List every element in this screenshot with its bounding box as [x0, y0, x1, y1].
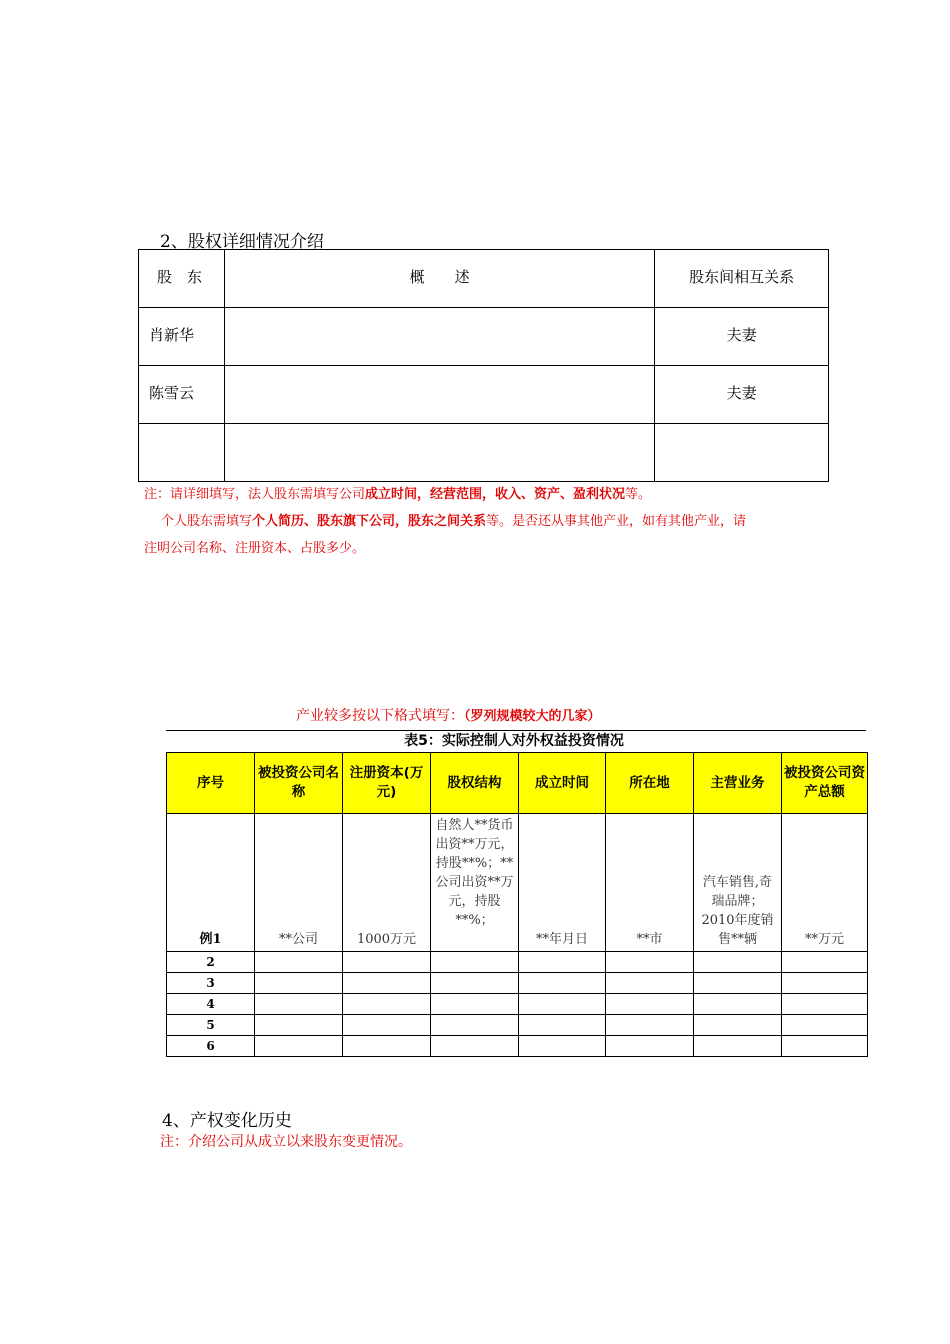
header-relation: 股东间相互关系 [655, 250, 829, 308]
row-seq: 6 [167, 1036, 255, 1057]
table-cell[interactable] [782, 952, 868, 973]
table-cell[interactable] [606, 994, 694, 1015]
shareholder-relation[interactable] [655, 424, 829, 482]
header-business: 主营业务 [694, 753, 782, 814]
table-cell[interactable] [431, 1015, 519, 1036]
shareholder-note [144, 481, 824, 562]
table-row [167, 1015, 868, 1036]
shareholder-name[interactable] [139, 424, 225, 482]
table-cell[interactable] [255, 994, 343, 1015]
header-assets: 被投资公司资产总额 [782, 753, 868, 814]
table-cell[interactable] [431, 952, 519, 973]
header-company: 被投资公司名称 [255, 753, 343, 814]
table-cell[interactable] [343, 1015, 431, 1036]
section-4-note: 注：介绍公司从成立以来股东变更情况。 [160, 1134, 412, 1150]
example-location: **市 [606, 814, 694, 952]
industry-note: 产业较多按以下格式填写：（罗列规模较大的几家） [296, 708, 601, 724]
row-seq: 4 [167, 994, 255, 1015]
table-cell[interactable] [519, 994, 606, 1015]
table-cell[interactable] [431, 1036, 519, 1057]
table5-title: 表5：实际控制人对外权益投资情况 [166, 730, 866, 753]
table-cell[interactable] [343, 1036, 431, 1057]
header-seq: 序号 [167, 753, 255, 814]
note-line-2: 个人股东需填写个人简历、股东旗下公司，股东之间关系等。是否还从事其他产业，如有其他产业，请 [161, 514, 747, 529]
table-header-row [139, 250, 829, 308]
row-seq: 2 [167, 952, 255, 973]
header-capital: 注册资本(万元) [343, 753, 431, 814]
table-cell[interactable] [343, 994, 431, 1015]
table-cell[interactable] [606, 1015, 694, 1036]
shareholder-relation: 夫妻 [655, 366, 829, 424]
header-date: 成立时间 [519, 753, 606, 814]
table-cell[interactable] [606, 1036, 694, 1057]
table-cell[interactable] [519, 952, 606, 973]
table-cell[interactable] [431, 973, 519, 994]
row-seq: 5 [167, 1015, 255, 1036]
table-cell[interactable] [782, 1015, 868, 1036]
table-row [167, 973, 868, 994]
table-cell[interactable] [694, 994, 782, 1015]
table-cell[interactable] [255, 1015, 343, 1036]
table-row [167, 952, 868, 973]
table-row [139, 308, 829, 366]
table-row [167, 1036, 868, 1057]
table-cell[interactable] [694, 1015, 782, 1036]
table-cell[interactable] [694, 1036, 782, 1057]
section-4-title: 4、产权变化历史 [162, 1111, 292, 1131]
example-date: **年月日 [519, 814, 606, 952]
table-cell[interactable] [519, 1036, 606, 1057]
table-cell[interactable] [343, 973, 431, 994]
table-cell[interactable] [782, 973, 868, 994]
table-cell[interactable] [782, 1036, 868, 1057]
example-capital: 1000万元 [343, 814, 431, 952]
shareholder-table [138, 249, 829, 482]
investment-table [166, 752, 868, 1057]
row-seq: 3 [167, 973, 255, 994]
table-cell[interactable] [519, 973, 606, 994]
section-2-title: 2、股权详细情况介绍 [160, 232, 324, 252]
table-cell[interactable] [431, 994, 519, 1015]
table-row [139, 424, 829, 482]
shareholder-summary[interactable] [224, 366, 654, 424]
header-summary: 概 述 [224, 250, 654, 308]
table5-header-row [167, 753, 868, 814]
example-assets: **万元 [782, 814, 868, 952]
table-cell[interactable] [519, 1015, 606, 1036]
table-cell[interactable] [694, 952, 782, 973]
table-cell[interactable] [782, 994, 868, 1015]
shareholder-summary[interactable] [224, 308, 654, 366]
header-location: 所在地 [606, 753, 694, 814]
header-structure: 股权结构 [431, 753, 519, 814]
table-cell[interactable] [255, 973, 343, 994]
table-row [139, 366, 829, 424]
table-cell[interactable] [343, 952, 431, 973]
header-shareholder: 股 东 [139, 250, 225, 308]
table-row [167, 994, 868, 1015]
note-line-3: 注明公司名称、注册资本、占股多少。 [144, 541, 366, 556]
table-cell[interactable] [255, 1036, 343, 1057]
table-cell[interactable] [606, 952, 694, 973]
shareholder-name: 陈雪云 [139, 366, 225, 424]
shareholder-name: 肖新华 [139, 308, 225, 366]
note-line-1: 注：请详细填写，法人股东需填写公司成立时间，经营范围，收入、资产、盈利状况等。 [144, 487, 652, 502]
shareholder-relation: 夫妻 [655, 308, 829, 366]
example-row [167, 814, 868, 952]
example-seq: 例1 [167, 814, 255, 952]
table-cell[interactable] [255, 952, 343, 973]
table-cell[interactable] [694, 973, 782, 994]
shareholder-summary[interactable] [224, 424, 654, 482]
example-company: **公司 [255, 814, 343, 952]
table-cell[interactable] [606, 973, 694, 994]
example-business: 汽车销售,奇瑞品牌；2010年度销售**辆 [694, 814, 782, 952]
example-structure: 自然人**货币出资**万元，持股**%；**公司出资**万元，持股**%； [431, 814, 519, 952]
